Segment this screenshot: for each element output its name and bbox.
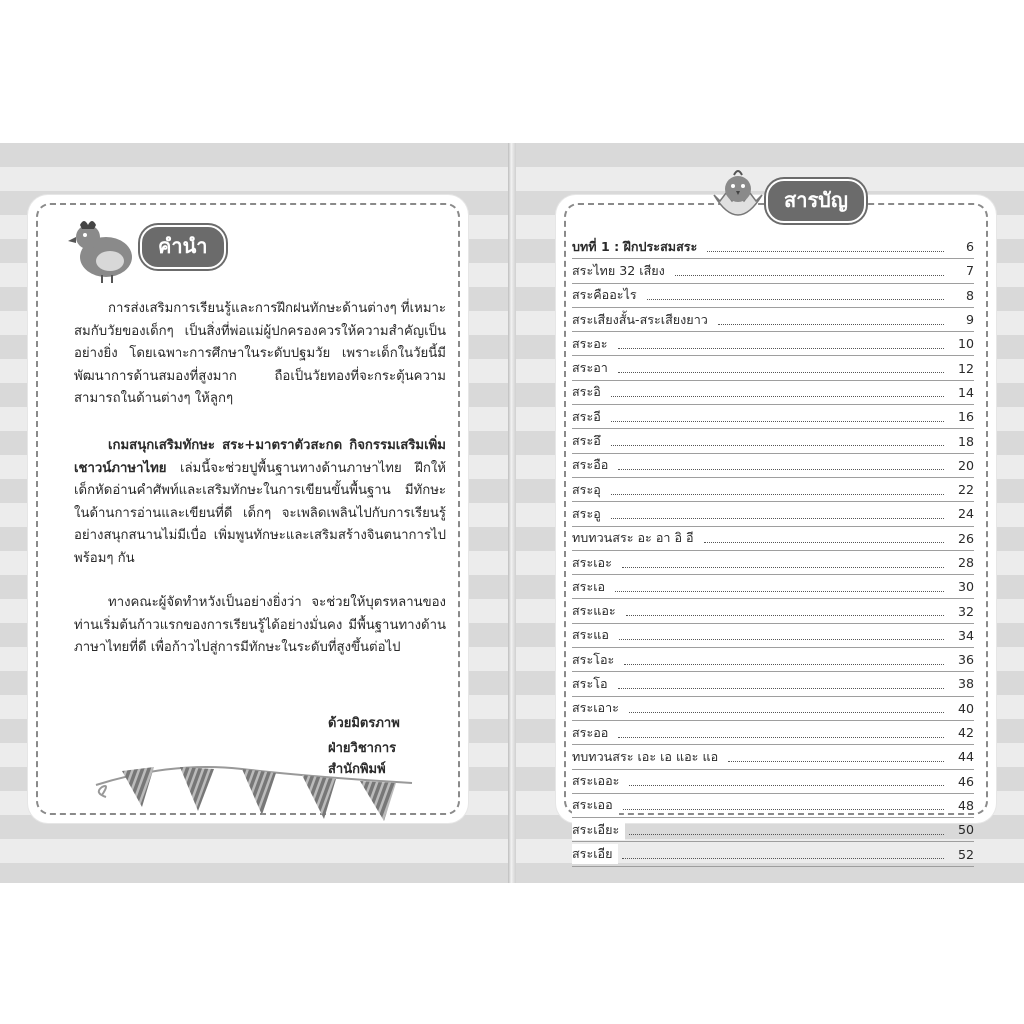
toc-dot-leader	[618, 371, 944, 373]
toc-dot-leader	[622, 566, 944, 568]
toc-dot-leader	[618, 687, 944, 689]
toc-entry-label: สระคืออะไร	[572, 285, 643, 305]
toc-entry-label: สระอะ	[572, 334, 614, 354]
toc-entry-label: สระอึ	[572, 431, 607, 451]
toc-entry-label: สระเสียงสั้น-สระเสียงยาว	[572, 310, 714, 330]
toc-dot-leader	[618, 736, 944, 738]
toc-row	[572, 308, 974, 332]
toc-row	[572, 697, 974, 721]
toc-row	[572, 745, 974, 769]
toc-dot-leader	[611, 420, 944, 422]
toc-dot-leader	[611, 444, 944, 446]
toc-entry-label: สระเอียะ	[572, 820, 625, 840]
toc-entry-label: สระอี	[572, 407, 607, 427]
toc-dot-leader	[647, 298, 944, 300]
toc-dot-leader	[623, 808, 944, 810]
toc-row	[572, 454, 974, 478]
chick-in-egg-icon	[706, 165, 770, 225]
toc-entry-page: 32	[957, 603, 974, 619]
toc-heading: สารบัญ	[766, 179, 866, 223]
toc-entry-label: สระอา	[572, 358, 614, 378]
signoff-line-1: ด้วยมิตรภาพ	[328, 716, 400, 731]
toc-entry-page: 6	[965, 239, 974, 255]
toc-entry-label: สระเอ	[572, 577, 611, 597]
toc-entry-label: สระเอะ	[572, 553, 618, 573]
toc-row	[572, 284, 974, 308]
toc-row	[572, 381, 974, 405]
toc-dot-leader	[622, 857, 944, 859]
toc-row	[572, 818, 974, 842]
toc-entry-label: สระแอ	[572, 625, 615, 645]
toc-entry-label: สระเอีย	[572, 844, 618, 864]
toc-entry-page: 36	[957, 652, 974, 668]
toc-entry-page: 20	[957, 457, 974, 473]
toc-entry-page: 7	[965, 263, 974, 279]
toc-entry-page: 40	[957, 700, 974, 716]
toc-entry-page: 18	[957, 433, 974, 449]
toc-entry-label: สระเอาะ	[572, 698, 625, 718]
signoff-line-2: ฝ่ายวิชาการสำนักพิมพ์	[328, 741, 397, 777]
toc-entry-label: สระอือ	[572, 455, 614, 475]
toc-entry-page: 26	[957, 530, 974, 546]
toc-row	[572, 356, 974, 380]
toc-entry-page: 24	[957, 506, 974, 522]
toc-entry-page: 30	[957, 579, 974, 595]
toc-entry-label: ทบทวนสระ อะ อา อิ อี	[572, 528, 700, 548]
toc-dot-leader	[611, 493, 944, 495]
toc-dot-leader	[704, 541, 944, 543]
toc-entry-label: บทที่ 1 : ฝึกประสมสระ	[572, 237, 703, 257]
preface-paragraph-3: ทางคณะผู้จัดทำหวังเป็นอย่างยิ่งว่า จะช่วยให้บุตรหลานของท่านเริ่มต้นก้าวแรกของการเรียนรู้ได้อย่างมั่นคง มีพื้นฐานทางด้านภาษาไทยที่ดี เพื่อก้าวไปสู่การมีทักษะในระดับที่สูงขึ้นต่อไป	[74, 595, 446, 655]
toc-row	[572, 648, 974, 672]
toc-row	[572, 721, 974, 745]
toc-entry-page: 14	[957, 384, 974, 400]
toc-entry-page: 10	[957, 336, 974, 352]
toc-dot-leader	[728, 760, 944, 762]
toc-dot-leader	[626, 614, 944, 616]
toc-entry-label: สระเออะ	[572, 771, 625, 791]
preface-card	[28, 195, 468, 823]
toc-row	[572, 259, 974, 283]
toc-dot-leader	[675, 274, 944, 276]
book-title-text: เกมสนุกเสริมทักษะ สระ+มาตราตัวสะกด กิจกรรมเสริมเพิ่มเชาวน์ภาษาไทย	[74, 438, 446, 476]
toc-row	[572, 624, 974, 648]
toc-row	[572, 502, 974, 526]
toc-row	[572, 551, 974, 575]
toc-entry-page: 52	[957, 846, 974, 862]
toc-row	[572, 672, 974, 696]
toc-row	[572, 527, 974, 551]
toc-entry-page: 16	[957, 409, 974, 425]
toc-entry-page: 12	[957, 360, 974, 376]
toc-entry-label: สระเออ	[572, 795, 619, 815]
toc-entry-label: สระโอะ	[572, 650, 620, 670]
toc-entry-label: สระแอะ	[572, 601, 622, 621]
toc-row	[572, 575, 974, 599]
toc-entry-page: 42	[957, 725, 974, 741]
toc-entry-label: สระโอ	[572, 674, 614, 694]
toc-row	[572, 794, 974, 818]
toc-row	[572, 332, 974, 356]
toc-dot-leader	[629, 784, 944, 786]
toc-dot-leader	[707, 250, 944, 252]
bunting-flags-icon	[92, 755, 422, 835]
toc-entry-page: 50	[957, 822, 974, 838]
toc-entry-label: ทบทวนสระ เอะ เอ แอะ แอ	[572, 747, 724, 767]
preface-heading: คำนำ	[140, 225, 226, 269]
toc-dot-leader	[624, 663, 944, 665]
toc-row	[572, 405, 974, 429]
toc-row	[572, 842, 974, 866]
hen-icon	[66, 215, 146, 285]
toc-dot-leader	[611, 517, 944, 519]
toc-row	[572, 599, 974, 623]
toc-dot-leader	[615, 590, 944, 592]
toc-entry-label: สระออ	[572, 723, 614, 743]
toc-row	[572, 429, 974, 453]
toc-entry-label: สระอู	[572, 504, 607, 524]
toc-row	[572, 235, 974, 259]
toc-row	[572, 770, 974, 794]
preface-paragraph-1: การส่งเสริมการเรียนรู้และการฝึกฝนทักษะด้านต่างๆ ที่เหมาะสมกับวัยของเด็กๆ เป็นสิ่งที่พ่อแม่ผู้ปกครองควรให้ความสำคัญเป็นอย่างยิ่ง โดยเฉพาะการศึกษาในระดับปฐมวัย เพราะเด็กในวัยนี้มีพัฒนาการด้านสมองที่สูงมาก ถือเป็นวัยทองที่จะกระตุ้นความสามารถในด้านต่างๆ ให้ลูกๆ	[74, 301, 446, 406]
toc-entry-label: สระอุ	[572, 480, 607, 500]
toc-entry-page: 46	[957, 773, 974, 789]
toc-dot-leader	[611, 395, 944, 397]
toc-entry-page: 34	[957, 627, 974, 643]
toc-entry-page: 9	[965, 312, 974, 328]
toc-dot-leader	[618, 468, 944, 470]
table-of-contents	[572, 235, 974, 867]
toc-entry-page: 44	[957, 749, 974, 765]
toc-entry-page: 38	[957, 676, 974, 692]
preface-paragraph-2	[74, 435, 446, 570]
preface-paragraph-2-body: เล่มนี้จะช่วยปูพื้นฐานทางด้านภาษาไทย ฝึกให้เด็กหัดอ่านคำศัพท์และเสริมทักษะในการเขียนขั้นพื้นฐาน มีทักษะในด้านการอ่านและเขียนที่ดี เด็กๆ จะเพลิดเพลินไปกับการเรียนรู้อย่างสนุกสนานไม่มีเบื่อ เพิ่มพูนทักษะและเสริมสร้างจินตนาการไปพร้อมๆ กัน	[74, 460, 446, 566]
toc-row	[572, 478, 974, 502]
book-gutter	[508, 143, 516, 883]
toc-dot-leader	[718, 323, 944, 325]
toc-entry-label: สระไทย 32 เสียง	[572, 261, 671, 281]
toc-entry-page: 8	[965, 287, 974, 303]
toc-dot-leader	[629, 833, 944, 835]
toc-entry-page: 22	[957, 482, 974, 498]
toc-entry-page: 28	[957, 555, 974, 570]
toc-dot-leader	[618, 347, 944, 349]
toc-dot-leader	[629, 711, 944, 713]
book-spread	[0, 143, 1024, 883]
toc-dot-leader	[619, 638, 944, 640]
toc-entry-label: สระอิ	[572, 382, 607, 402]
toc-entry-page: 48	[957, 797, 974, 813]
